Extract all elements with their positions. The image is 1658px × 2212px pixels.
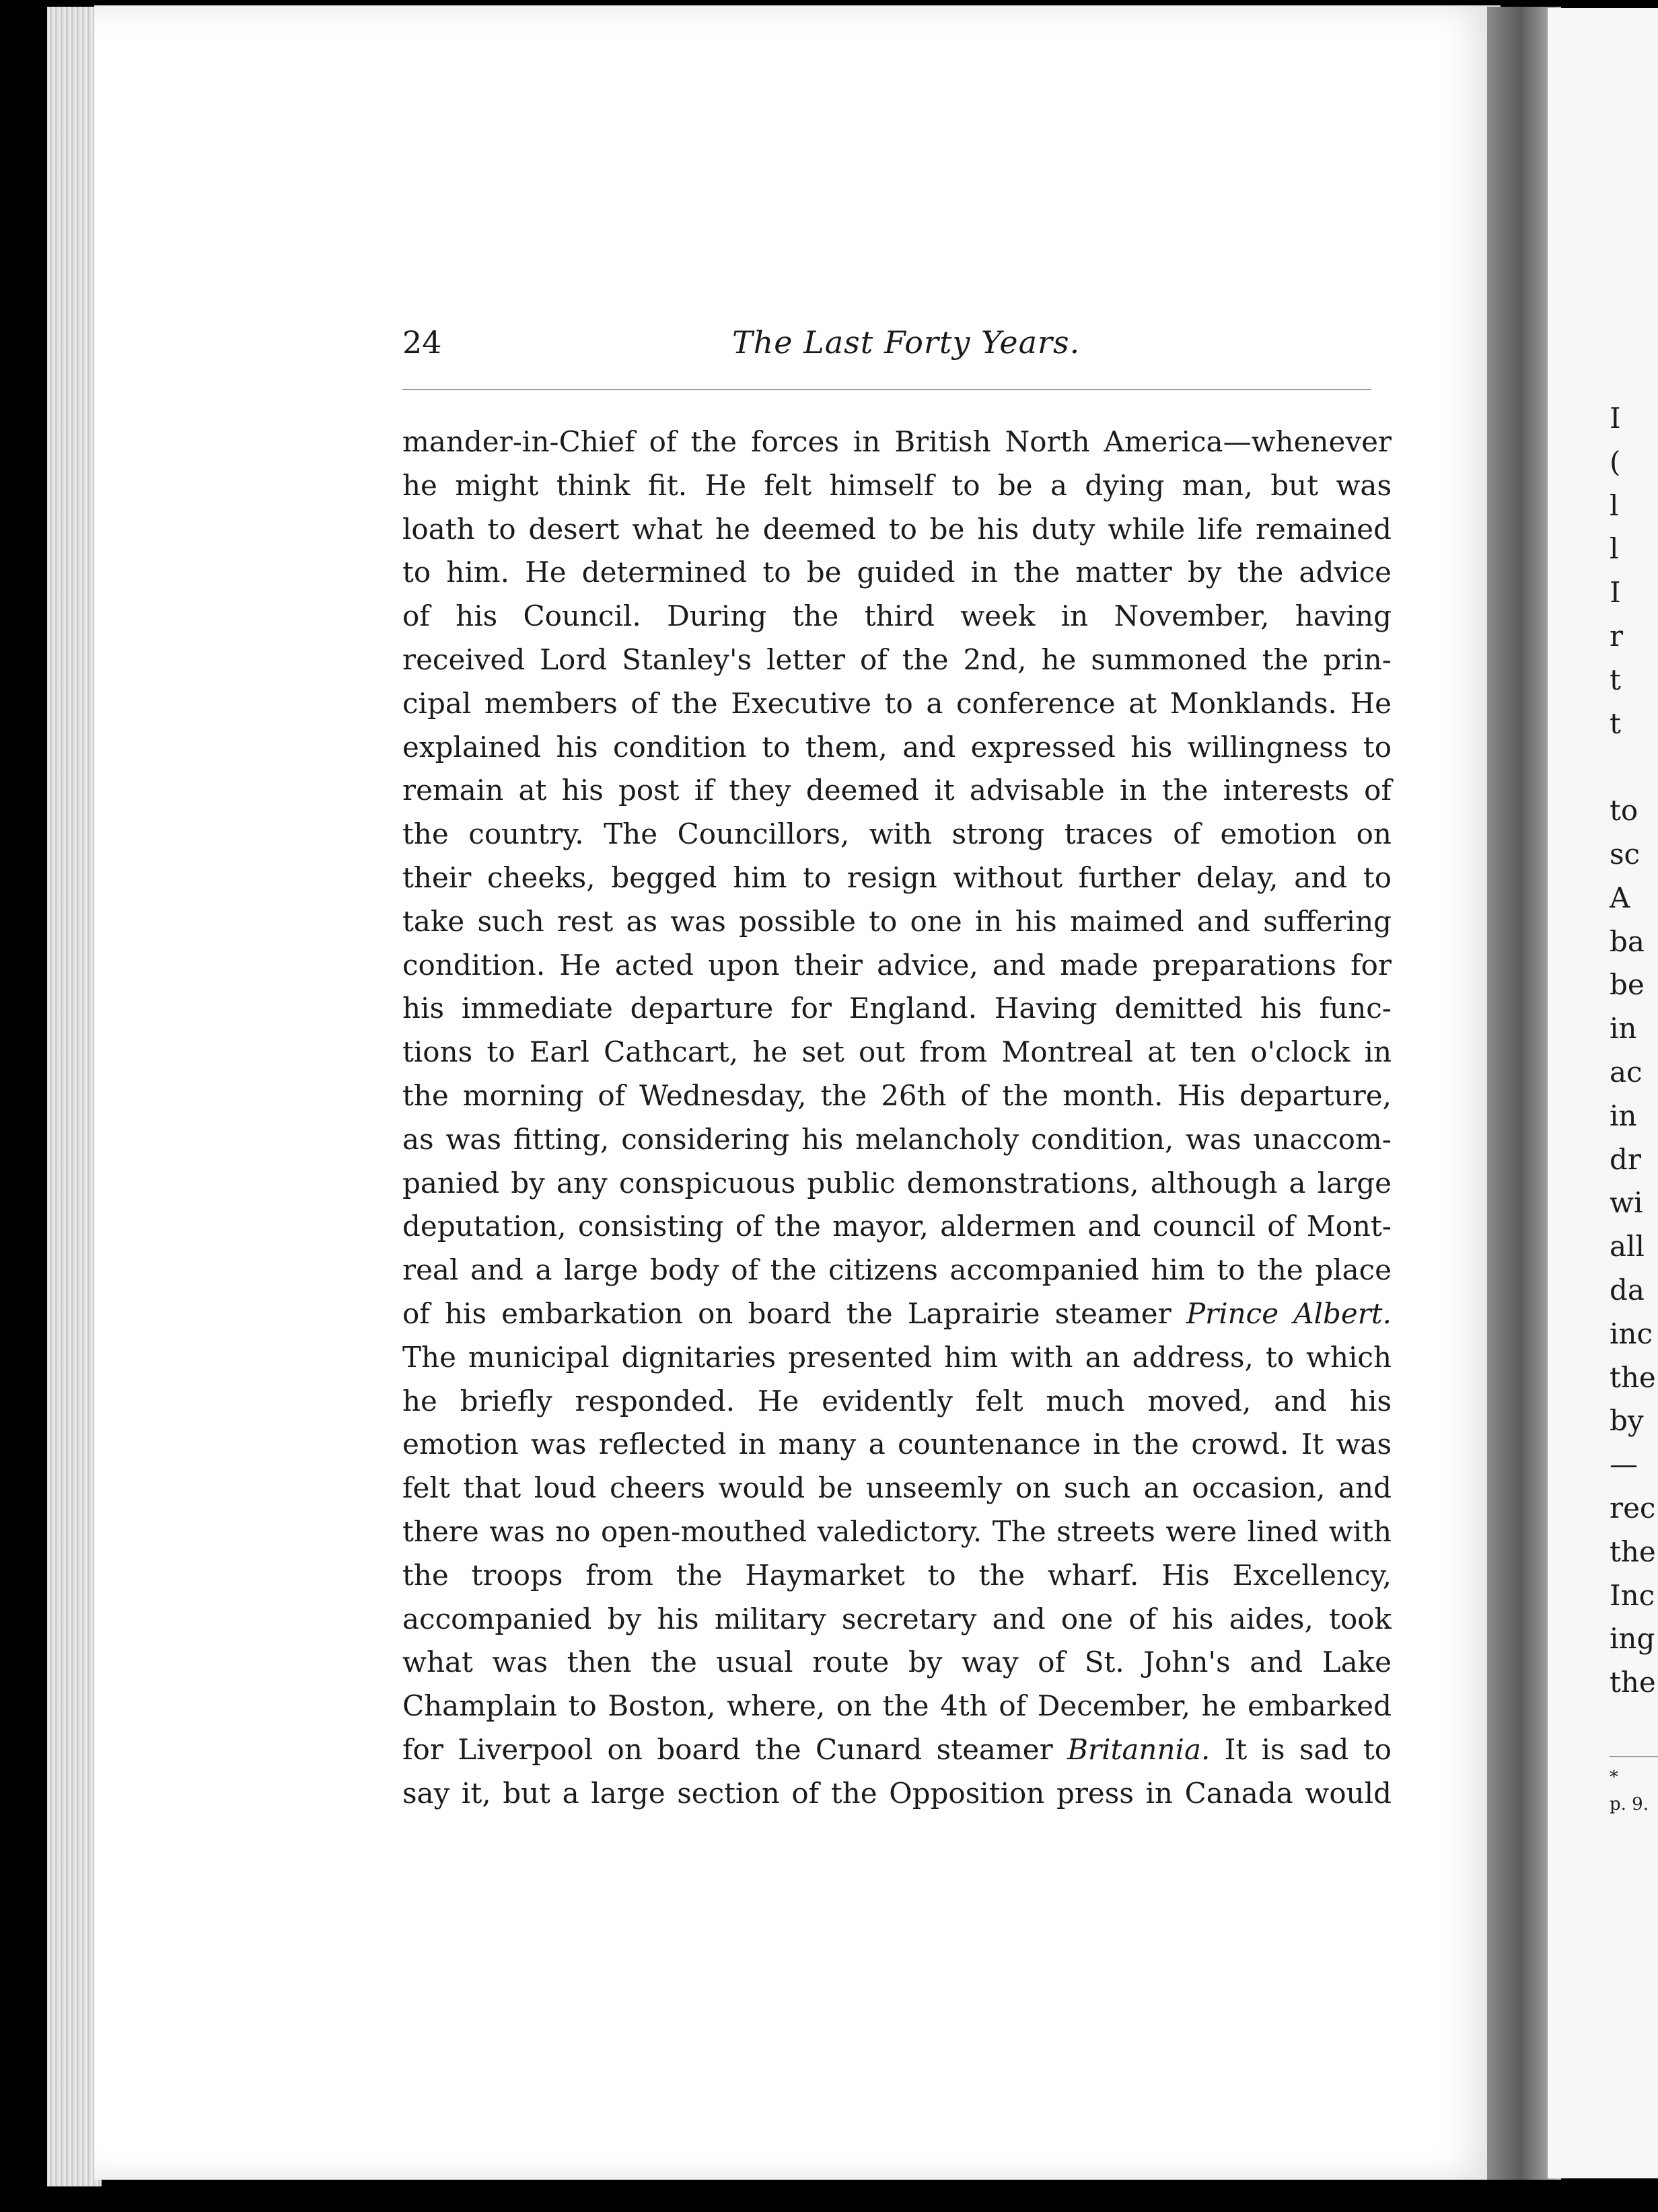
fragment: l	[1610, 532, 1619, 566]
fragment: (	[1610, 445, 1621, 478]
page-stack-edges	[47, 7, 102, 2186]
text-line: received Lord Stanley's letter of the 2nd, he summoned the prin-	[402, 642, 1392, 676]
fragment: to	[1610, 794, 1638, 827]
right-page-footnote-rule	[1610, 1756, 1658, 1757]
fragment: l	[1610, 488, 1619, 522]
text-line: The municipal dignitaries presented him with an address, to which	[402, 1340, 1392, 1374]
text-line: he briefly responded. He evidently felt much moved, and his	[402, 1384, 1392, 1417]
text-line: panied by any conspicuous public demonstrations, although a large	[402, 1166, 1392, 1200]
fragment: sc	[1610, 837, 1641, 871]
fragment: da	[1610, 1273, 1645, 1306]
fragment: inc	[1610, 1317, 1653, 1350]
ship-name-britannia: Britannia.	[1067, 1732, 1211, 1766]
fragment-spacer	[1610, 745, 1658, 789]
text-line: felt that loud cheers would be unseemly on such an occasion, and	[402, 1471, 1392, 1505]
fragment: Inc	[1610, 1578, 1655, 1612]
text-line: take such rest as was possible to one in his maimed and suffering	[402, 904, 1392, 938]
text-line: emotion was reflected in many a countenance in the crowd. It was	[402, 1428, 1392, 1461]
text-line-last: say it, but a large section of the Opposition press in Canada would	[402, 1776, 1392, 1810]
text-line: mander-in-Chief of the forces in British North America—whenever	[402, 425, 1392, 458]
text-line: Champlain to Boston, where, on the 4th of December, he embarked	[402, 1689, 1392, 1723]
footnote-marker: *	[1610, 1767, 1618, 1787]
fragment: ac	[1610, 1055, 1643, 1089]
fragment: A	[1610, 881, 1630, 914]
fragment: rec	[1610, 1491, 1656, 1524]
text-line: condition. He acted upon their advice, and made preparations for	[402, 948, 1392, 982]
text-line: the troops from the Haymarket to the wharf. His Excellency,	[402, 1558, 1392, 1592]
text-line: what was then the usual route by way of St. John's and Lake	[402, 1646, 1392, 1679]
text-line-embarkation	[402, 1292, 1392, 1336]
text-line: remain at his post if they deemed it advisable in the interests of	[402, 774, 1392, 807]
text-line: his immediate departure for England. Having demitted his func-	[402, 992, 1392, 1025]
fragment: —	[1610, 1448, 1638, 1481]
fragment: in	[1610, 1099, 1637, 1132]
text-span: of his embarkation on board the Laprairie steamer	[402, 1296, 1186, 1330]
fragment: the	[1610, 1666, 1656, 1699]
text-line: cipal members of the Executive to a conference at Monklands. He	[402, 686, 1392, 720]
text-line: of his Council. During the third week in November, having	[402, 599, 1392, 633]
fragment: I	[1610, 402, 1621, 435]
fragment: by	[1610, 1404, 1644, 1438]
header-rule	[402, 389, 1371, 390]
fragment: t	[1610, 663, 1621, 696]
text-span: for Liverpool on board the Cunard steamer	[402, 1732, 1068, 1766]
ship-name-prince-albert: Prince Albert.	[1186, 1296, 1392, 1330]
fragment: the	[1610, 1535, 1656, 1568]
fragment: t	[1610, 706, 1621, 740]
fragment: all	[1610, 1230, 1645, 1263]
fragment: ba	[1610, 924, 1645, 958]
text-line: tions to Earl Cathcart, he set out from Montreal at ten o'clock in	[402, 1035, 1392, 1069]
fragment: wi	[1610, 1186, 1643, 1220]
text-line-liverpool	[402, 1728, 1392, 1772]
text-line: accompanied by his military secretary and one of his aides, took	[402, 1602, 1392, 1635]
fragment: dr	[1610, 1142, 1641, 1176]
fragment: the	[1610, 1360, 1656, 1394]
text-line: there was no open-mouthed valedictory. The streets were lined with	[402, 1514, 1392, 1548]
fragment: r	[1610, 619, 1624, 653]
right-page-edge	[1548, 8, 1658, 2178]
text-line: to him. He determined to be guided in the matter by the advice	[402, 556, 1392, 589]
fragment: in	[1610, 1012, 1637, 1045]
right-page-footnote	[1610, 1764, 1649, 1818]
text-line: the morning of Wednesday, the 26th of the month. His departure,	[402, 1078, 1392, 1112]
text-line: real and a large body of the citizens accompanied him to the place	[402, 1253, 1392, 1287]
footnote-ref: p. 9.	[1610, 1794, 1649, 1814]
text-line: explained his condition to them, and expressed his willingness to	[402, 730, 1392, 764]
text-line: their cheeks, begged him to resign without further delay, and to	[402, 860, 1392, 894]
text-span: It is sad to	[1210, 1732, 1392, 1766]
fragment: I	[1610, 576, 1621, 610]
text-line: loath to desert what he deemed to be his duty while life remained	[402, 512, 1392, 546]
right-page-fragments	[1610, 397, 1658, 1705]
text-line: deputation, consisting of the mayor, aldermen and council of Mont-	[402, 1210, 1392, 1243]
body-text	[402, 420, 1398, 1816]
fragment: ing	[1610, 1622, 1655, 1656]
fragment: be	[1610, 968, 1645, 1002]
running-title: The Last Forty Years.	[732, 324, 1081, 361]
text-line: the country. The Councillors, with strong traces of emotion on	[402, 817, 1392, 851]
text-line: as was fitting, considering his melancholy condition, was unaccom-	[402, 1122, 1392, 1156]
running-head	[402, 324, 1385, 365]
text-line: he might think fit. He felt himself to be a dying man, but was	[402, 468, 1392, 502]
page-number: 24	[402, 324, 442, 361]
